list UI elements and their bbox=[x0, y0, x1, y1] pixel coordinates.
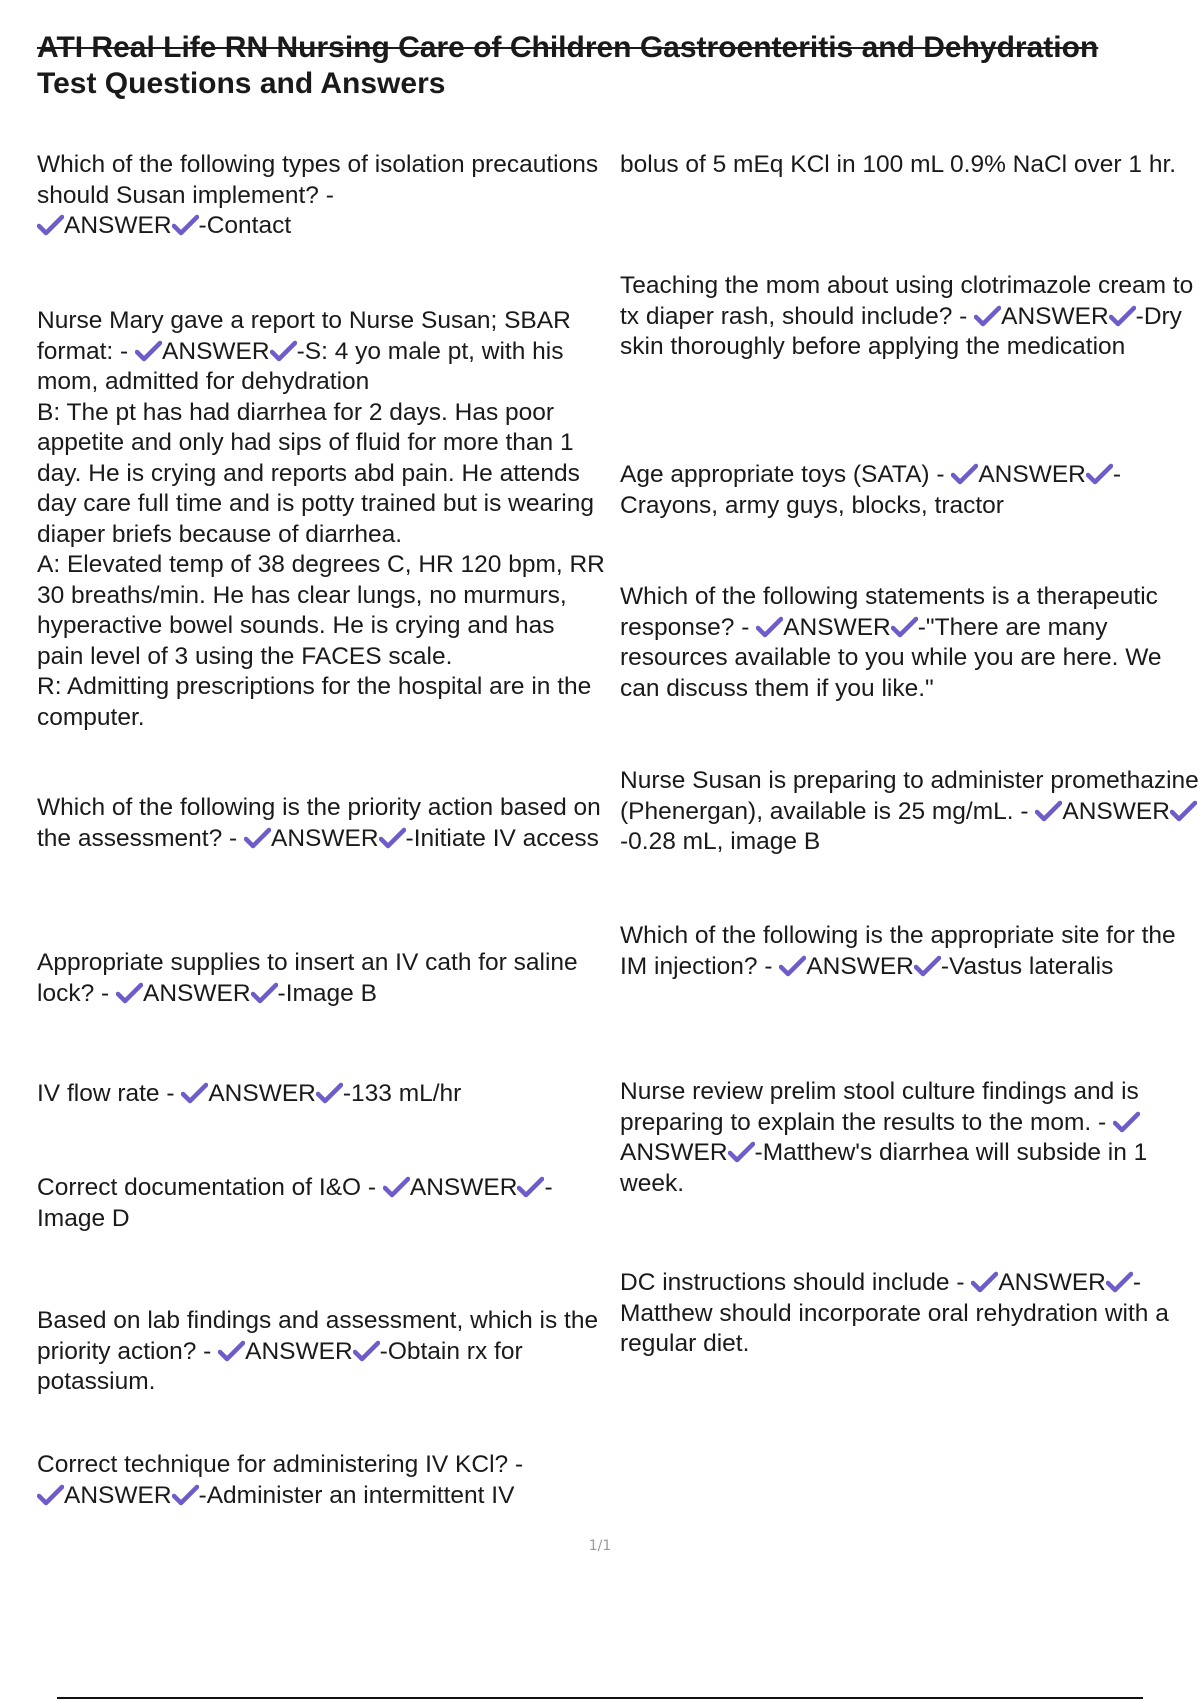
qa-continuation bbox=[620, 150, 1200, 181]
check-icon bbox=[218, 1340, 245, 1362]
answer-text: -Matthew's diarrhea will subside in 1 week. bbox=[620, 1139, 1148, 1197]
answer-text: -Vastus lateralis bbox=[940, 952, 1114, 980]
question-text: Nurse Susan is preparing to administer promethazine (Phenergan), available is 25 mg/mL. - bbox=[620, 767, 1199, 825]
check-icon bbox=[951, 463, 978, 485]
check-icon bbox=[974, 305, 1001, 327]
answer-text: -Initiate IV access bbox=[405, 824, 599, 852]
answer-label: ANSWER bbox=[64, 1481, 172, 1509]
qa-item bbox=[620, 921, 1200, 982]
check-icon bbox=[383, 1176, 410, 1198]
qa-item bbox=[37, 1173, 607, 1234]
answer-text: -Image B bbox=[277, 979, 377, 1007]
check-icon bbox=[1109, 305, 1136, 327]
question-text: Which of the following statements is a therapeutic response? - bbox=[620, 583, 1158, 641]
question-text: Correct documentation of I&O - bbox=[37, 1174, 377, 1201]
qa-item bbox=[37, 150, 607, 242]
qa-item bbox=[37, 306, 607, 733]
check-icon bbox=[316, 1082, 343, 1104]
question-text: Teaching the mom about using clotrimazole cream to tx diaper rash, should include? - bbox=[620, 272, 1194, 330]
answer-label: ANSWER bbox=[620, 1139, 728, 1166]
answer-label: ANSWER bbox=[1001, 302, 1109, 330]
answer-label: ANSWER bbox=[806, 952, 914, 980]
question-text: Which of the following is the appropriate site for the IM injection? - bbox=[620, 922, 1176, 980]
answer-label: ANSWER bbox=[245, 1337, 353, 1365]
check-icon bbox=[756, 616, 783, 638]
answer-text: - Matthew should incorporate oral rehydration with a regular diet. bbox=[620, 1269, 1169, 1357]
answer-text: -Dry skin thoroughly before applying the medication bbox=[620, 302, 1182, 360]
check-icon bbox=[1086, 463, 1113, 485]
qa-item bbox=[620, 1268, 1200, 1360]
check-icon bbox=[270, 340, 297, 362]
answer-text: -133 mL/hr bbox=[342, 1080, 462, 1107]
check-icon bbox=[37, 214, 64, 236]
check-icon bbox=[172, 1484, 199, 1506]
qa-item bbox=[37, 1079, 607, 1110]
qa-item bbox=[37, 1450, 607, 1511]
check-icon bbox=[353, 1340, 380, 1362]
qa-item bbox=[620, 1077, 1200, 1199]
qa-item bbox=[620, 271, 1200, 363]
check-icon bbox=[172, 214, 199, 236]
answer-text: -S: 4 yo male pt, with his mom, admitted for dehydration B: The pt has had diarrhea for 2 days. Has poor appetite and only had sips of fluid for more than 1 day. He is crying and reports abd pain. He attends day care full time and is potty trained but is wearing diaper briefs because of diarrhea. A: Elevated temp of 38 degrees C, HR 120 bpm, RR 30 breaths/min. He has clear lungs, no murmurs, hyperactive bowel sounds. He is crying and has pain level of 3 using the FACES scale. R: Admitting prescriptions for the hospital are in the computer. bbox=[37, 337, 605, 731]
answer-label: ANSWER bbox=[783, 613, 891, 641]
title-line-1: ATI Real Life RN Nursing Care of Children Gastroenteritis and Dehydration bbox=[37, 31, 1099, 64]
question-text: Based on lab findings and assessment, which is the priority action? - bbox=[37, 1307, 599, 1365]
check-icon bbox=[116, 982, 143, 1004]
title-line-2: Test Questions and Answers bbox=[37, 67, 446, 100]
answer-text: -Administer an intermittent IV bbox=[198, 1481, 515, 1509]
qa-item bbox=[620, 460, 1200, 521]
answer-label: ANSWER bbox=[409, 1174, 518, 1201]
question-text: Nurse review prelim stool culture findings and is preparing to explain the results to the mom. - bbox=[620, 1078, 1139, 1136]
check-icon bbox=[517, 1176, 544, 1198]
qa-item bbox=[620, 766, 1200, 858]
answer-label: ANSWER bbox=[64, 212, 172, 239]
answer-text: -0.28 mL, image B bbox=[620, 828, 821, 855]
qa-item bbox=[620, 582, 1200, 704]
answer-text: -Contact bbox=[198, 212, 292, 239]
question-text: Appropriate supplies to insert an IV cath for saline lock? - bbox=[37, 949, 578, 1007]
question-text: Age appropriate toys (SATA) - bbox=[620, 461, 945, 488]
answer-label: ANSWER bbox=[208, 1080, 316, 1107]
check-icon bbox=[181, 1082, 208, 1104]
check-icon bbox=[891, 616, 918, 638]
answer-label: ANSWER bbox=[998, 1269, 1106, 1296]
question-text: Which of the following is the priority action based on the assessment? - bbox=[37, 794, 601, 852]
answer-label: ANSWER bbox=[1062, 797, 1170, 825]
question-text: Which of the following types of isolation precautions should Susan implement? - bbox=[37, 151, 599, 209]
answer-label: ANSWER bbox=[162, 337, 270, 365]
document-title bbox=[37, 30, 1177, 102]
check-icon bbox=[779, 955, 806, 977]
answer-label: ANSWER bbox=[142, 979, 251, 1007]
footer-divider bbox=[57, 1697, 1143, 1699]
check-icon bbox=[135, 340, 162, 362]
question-text: Correct technique for administering IV KCl? - bbox=[37, 1451, 524, 1478]
check-icon bbox=[728, 1141, 755, 1163]
answer-text: -"There are many resources available to you while you are here. We can discuss them if you like." bbox=[620, 613, 1162, 702]
answer-text: - Image D bbox=[37, 1174, 553, 1232]
answer-text: bolus of 5 mEq KCl in 100 mL 0.9% NaCl over 1 hr. bbox=[620, 151, 1177, 178]
check-icon bbox=[251, 982, 278, 1004]
check-icon bbox=[244, 827, 271, 849]
qa-item bbox=[37, 793, 607, 854]
qa-item bbox=[37, 948, 607, 1009]
check-icon bbox=[37, 1484, 64, 1506]
answer-label: ANSWER bbox=[978, 461, 1086, 488]
answer-text: - Crayons, army guys, blocks, tractor bbox=[620, 461, 1122, 519]
question-text: DC instructions should include - bbox=[620, 1269, 965, 1296]
check-icon bbox=[1106, 1271, 1133, 1293]
check-icon bbox=[1035, 800, 1062, 822]
check-icon bbox=[1113, 1111, 1140, 1133]
qa-item bbox=[37, 1306, 607, 1398]
check-icon bbox=[971, 1271, 998, 1293]
check-icon bbox=[1170, 800, 1197, 822]
answer-text: -Obtain rx for potassium. bbox=[37, 1337, 523, 1395]
question-text: Nurse Mary gave a report to Nurse Susan; SBAR format: - bbox=[37, 307, 571, 365]
question-text: IV flow rate - bbox=[37, 1080, 175, 1107]
answer-label: ANSWER bbox=[271, 824, 379, 852]
page-number: 1/1 bbox=[588, 1538, 612, 1554]
check-icon bbox=[379, 827, 406, 849]
check-icon bbox=[914, 955, 941, 977]
